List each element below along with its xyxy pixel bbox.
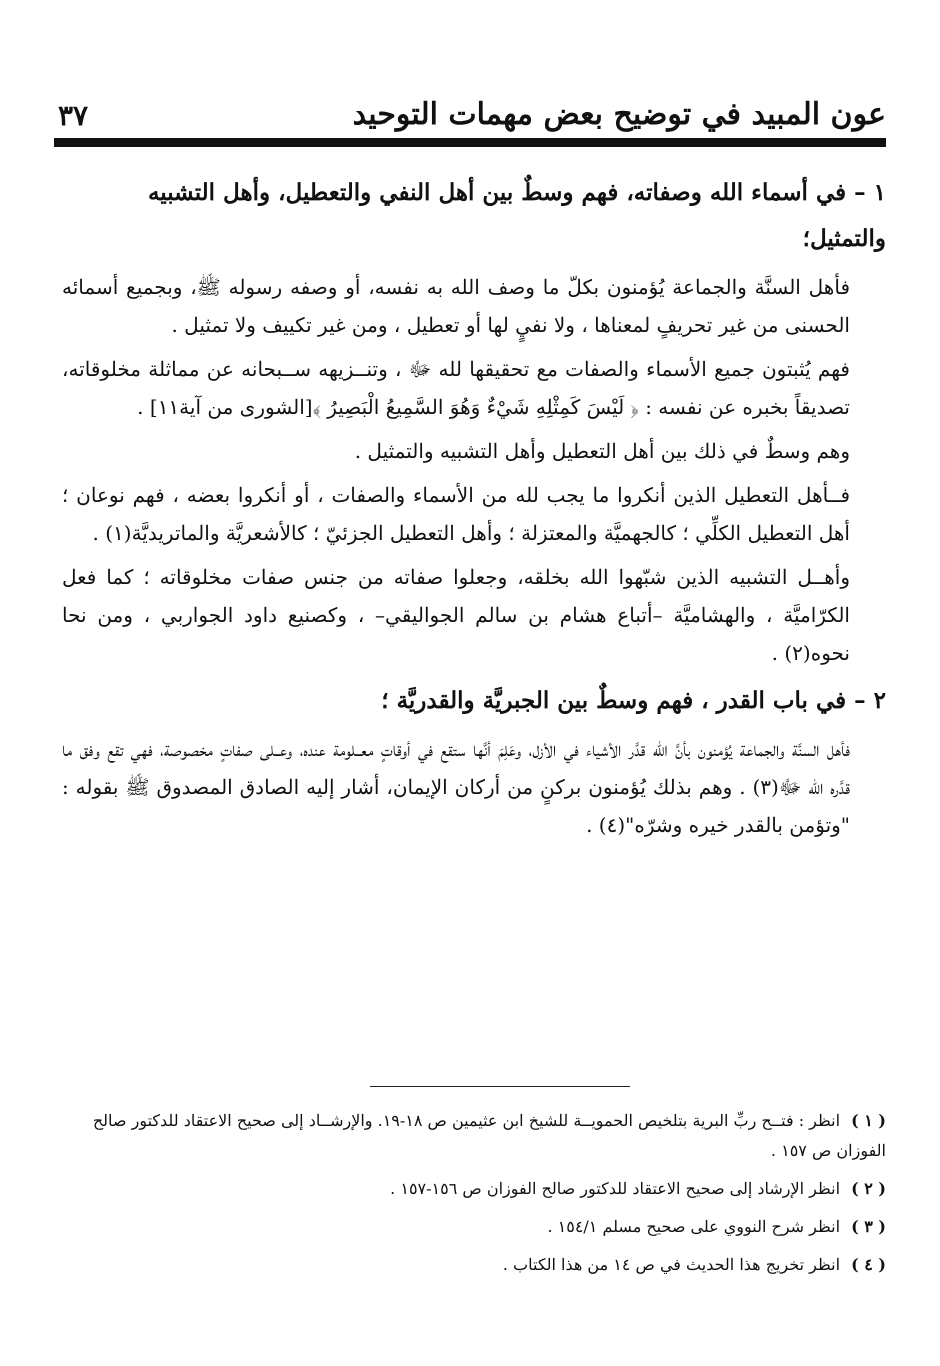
footnote <box>62 1174 886 1204</box>
paragraph: فــأهل التعطيل الذين أنكروا ما يجب لله من الأسماء والصفات ، أو أنكروا بعضه ، فهم نوعان ؛ أهل التعطيل الكلِّي ؛ كالجهميَّة والمعتزلة ؛ وأهل التعطيل الجزئيّ ؛ كالأشعريَّة والماتريديَّة(١) . <box>62 483 850 545</box>
footnote-number: ( ٢ ) <box>851 1179 886 1198</box>
footnote <box>62 1250 886 1280</box>
book-title: عون المبيد في توضيح بعض مهمات التوحيد <box>352 97 886 132</box>
paragraph: فهم يُثبتون جميع الأسماء والصفات مع تحقيقها لله ﷻ ، وتنــزيهه ســبحانه عن مماثلة مخلوقاته، تصديقاً بخبره عن نفسه : ﴿ لَيْسَ كَمِثْلِهِ شَيْءٌ وَهُوَ السَّمِيعُ الْبَصِيرُ ﴾[الشورى من آية١١] . <box>62 357 850 419</box>
paragraph: وهم وسطٌ في ذلك بين أهل التعطيل وأهل التشبيه والتمثيل . <box>354 439 850 463</box>
header-rule <box>54 138 886 147</box>
footnote <box>62 1212 886 1242</box>
footnote-number: ( ٣ ) <box>851 1217 886 1236</box>
paragraph: فأهل السنَّة والجماعة يُؤمنون بأنَّ الله قدَّر الأشياء في الأزل، وعَلِمَ أنَّها ستقع في أوقاتٍ معــلومة عنده، وعــلى صفاتٍ مخصوصة، فهي تقع وفق ما قدَّره الله ﷻ(٣) . وهم بذلك يُؤمنون بركنٍ من أركان الإيمان، أشار إليه الصادق المصدوق ﷺ بقوله : "وتؤمن بالقدر خيره وشرّه"(٤) . <box>62 737 851 837</box>
paragraph: فأهل السنَّة والجماعة يُؤمنون بكلّ ما وصف الله به نفسه، أو وصفه رسوله ﷺ، وبجميع أسمائه الحسنى من غير تحريفٍ لمعناها ، ولا نفيٍ لها أو تعطيل ، ومن غير تكييف ولا تمثيل . <box>62 275 850 337</box>
footnote-text: انظر شرح النووي على صحيح مسلم ١٥٤/١ . <box>547 1217 841 1236</box>
paragraph: وأهــل التشبيه الذين شبّهوا الله بخلقه، وجعلوا صفاته من جنس صفات مخلوقاته ؛ كما فعل الكرّاميَّة ، والهشاميَّة –أتباع هشام بن سالم الجواليقي– ، وكصنيع داود الجواربي ، ومن نحا نحوه(٢) . <box>62 565 850 665</box>
footnote-text: انظر : فتــح ربِّ البرية بتلخيص الحمويــة للشيخ ابن عثيمين ص ١٨-١٩. والإرشــاد إلى صحيح الاعتقاد للدكتور صالح الفوزان ص ١٥٧ . <box>92 1111 886 1160</box>
footnote <box>62 1106 886 1166</box>
main-text <box>62 170 886 850</box>
footnote-text: انظر تخريج هذا الحديث في ص ١٤ من هذا الكتاب . <box>502 1255 841 1274</box>
running-header <box>58 84 886 130</box>
footnote-number: ( ١ ) <box>851 1111 886 1130</box>
footnote-separator <box>370 1086 630 1087</box>
footnotes <box>62 1106 886 1288</box>
page-number: ٣٧ <box>58 99 89 132</box>
footnote-number: ( ٤ ) <box>851 1255 886 1274</box>
section-heading: ٢ – في باب القدر ، فهم وسطٌ بين الجبريَّة والقدريَّة ؛ <box>381 687 886 714</box>
footnote-text: انظر الإرشاد إلى صحيح الاعتقاد للدكتور صالح الفوزان ص ١٥٦-١٥٧ . <box>390 1179 841 1198</box>
section-heading: ١ – في أسماء الله وصفاته، فهم وسطٌ بين أهل النفي والتعطيل، وأهل التشبيه والتمثيل؛ <box>147 179 886 252</box>
